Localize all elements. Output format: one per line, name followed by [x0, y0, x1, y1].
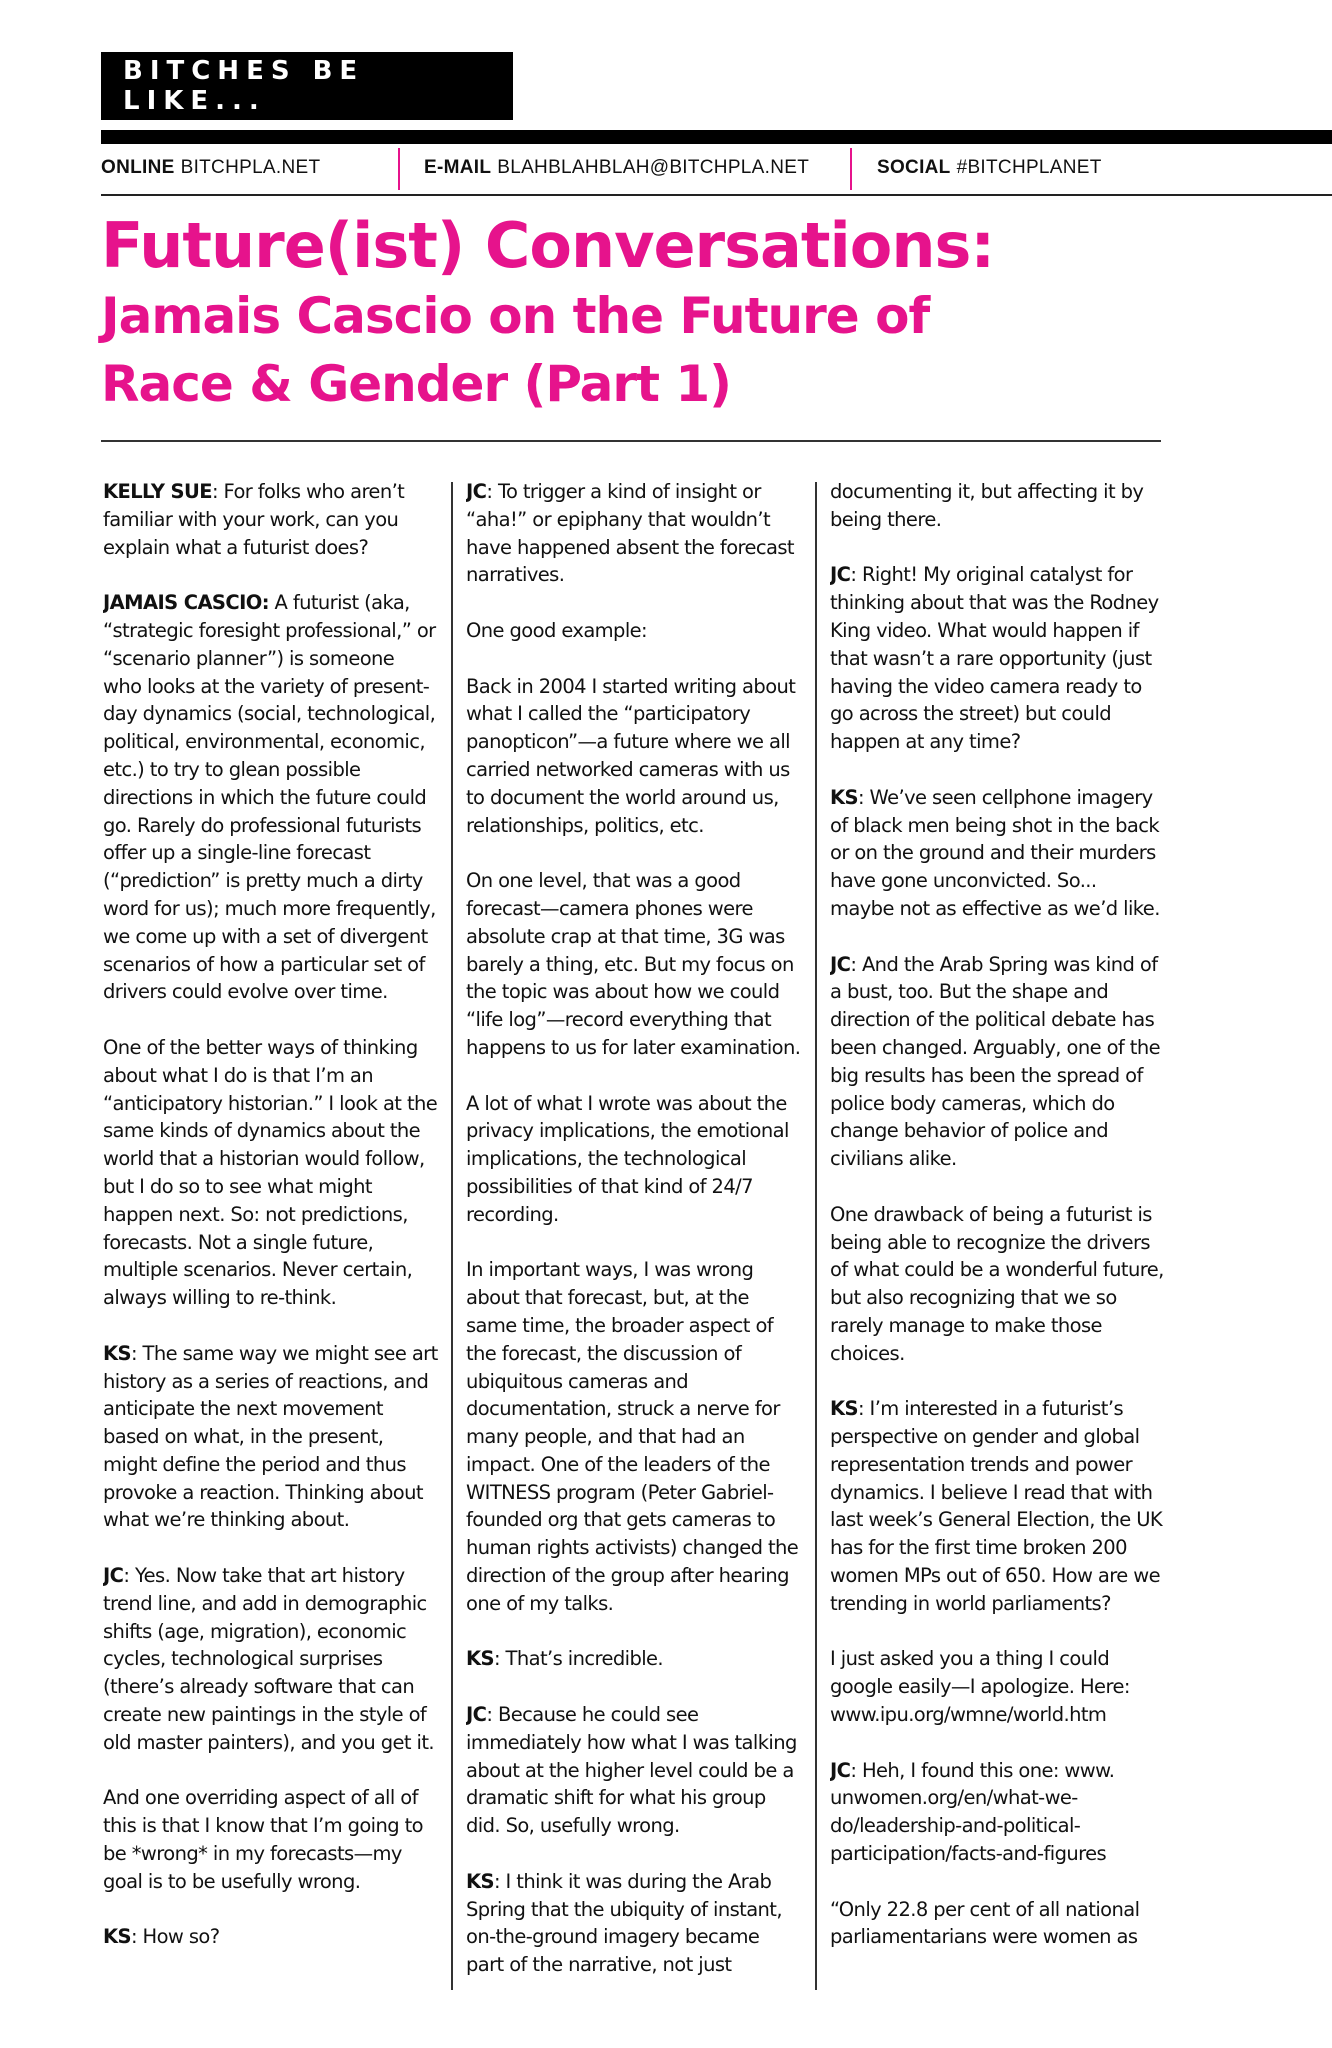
speaker-label: KS — [466, 1647, 494, 1671]
speaker-label: KS — [466, 1869, 494, 1893]
article-paragraph — [830, 1395, 1165, 1617]
email-link[interactable]: BLAHBLAHBLAH@BITCHPLA.NET — [497, 157, 810, 178]
speaker-label: JC — [830, 952, 851, 976]
paragraph-text: Back in 2004 I started writing about what I called the “participatory panopticon”—a future where we all carried networked cameras with us to document the world around us, relationships, politics, etc. — [466, 674, 796, 837]
speaker-label: KS — [103, 1341, 131, 1365]
article-paragraph — [466, 617, 801, 645]
email-label: E-MAIL — [424, 157, 492, 178]
paragraph-text: : Right! My original catalyst for thinking about that was the Rodney King video. What would happen if that wasn’t a rare opportunity (just having the video camera ready to go across the street) but could happen at any time? — [830, 563, 1159, 754]
paragraph-text: : Yes. Now take that art history trend line, and add in demographic shifts (age, migration), economic cycles, technological surprises (there’s already software that can create new paintings in the style of old master painters), and you get it. — [103, 1564, 435, 1754]
article-paragraph — [830, 951, 1165, 1173]
online-label: ONLINE — [101, 157, 175, 178]
article-paragraph — [830, 1201, 1165, 1368]
article-column-3 — [830, 478, 1165, 2008]
article-paragraph — [466, 1868, 801, 1979]
speaker-label: JC — [466, 1703, 487, 1727]
speaker-label: KS — [103, 1925, 131, 1949]
paragraph-text: : For folks who aren’t familiar with your work, can you explain what a futurist does? — [103, 480, 405, 559]
article-paragraph — [830, 1896, 1165, 1952]
article-paragraph — [830, 784, 1165, 923]
social-label: SOCIAL — [877, 157, 951, 178]
paragraph-text: : Because he could see immediately how what I was talking about at the higher level could be a dramatic shift for what his group did. So, usefully wrong. — [466, 1703, 797, 1838]
title-line-3: Race & Gender (Part 1) — [101, 355, 732, 413]
contact-email — [424, 148, 809, 188]
title-line-2: Jamais Cascio on the Future of — [101, 287, 930, 345]
article-paragraph — [103, 1340, 438, 1535]
paragraph-text: : To trigger a kind of insight or “aha!” or epiphany that wouldn’t have happened absent the forecast narratives. — [466, 480, 794, 587]
section-badge — [101, 52, 513, 120]
contact-divider — [850, 148, 852, 190]
paragraph-text: : How so? — [130, 1925, 220, 1949]
header-rule-thick — [101, 130, 1332, 144]
article-paragraph — [103, 1034, 438, 1312]
paragraph-text: : And the Arab Spring was kind of a bust, too. But the shape and direction of the political debate has been changed. Arguably, one of the big results has been the spread of police body cameras, which do change behavior of police and civilians alike. — [830, 952, 1160, 1171]
paragraph-text: “Only 22.8 per cent of all national parliamentarians were women as — [830, 1897, 1140, 1949]
article-paragraph — [103, 1784, 438, 1895]
social-link[interactable]: #BITCHPLANET — [956, 157, 1102, 178]
article-paragraph — [830, 561, 1165, 756]
paragraph-text: A lot of what I wrote was about the privacy implications, the emotional implications, the technological possibilities of that kind of 24/7 recording. — [466, 1091, 789, 1226]
speaker-label: JC — [103, 1564, 124, 1588]
section-badge-label: BITCHES BE LIKE... — [123, 56, 365, 116]
speaker-label: KS — [830, 1397, 858, 1421]
paragraph-text: One drawback of being a futurist is being able to recognize the drivers of what could be a wonderful future, but also recognizing that we so rarely manage to make those choices. — [830, 1202, 1164, 1365]
speaker-label: JC — [466, 480, 487, 503]
speaker-label: KS — [830, 785, 858, 809]
paragraph-text: : I’m interested in a futurist’s perspective on gender and global representation trends and power dynamics. I believe I read that with last week’s General Election, the UK has for the first time broken 200 women MPs out of 650. How are we trending in world parliaments? — [830, 1397, 1163, 1615]
article-paragraph — [830, 1645, 1165, 1728]
paragraph-text: I just asked you a thing I could google easily—I apologize. Here: www.ipu.org/wmne/world.htm — [830, 1647, 1130, 1727]
article-column-2 — [466, 478, 801, 2008]
article-paragraph — [466, 1256, 801, 1617]
paragraph-text: One of the better ways of thinking about what I do is that I’m an “anticipatory historian.” I look at the same kinds of dynamics about the world that a historian would follow, but I do so to see what might happen next. So: not predictions, forecasts. Not a single future, multiple scenarios. Never certain, always willing to re-think. — [103, 1035, 438, 1310]
paragraph-text: And one overriding aspect of all of this is that I know that I’m going to be *wrong* in my forecasts—my goal is to be usefully wrong. — [103, 1786, 424, 1893]
contact-divider — [398, 148, 400, 190]
article-paragraph — [830, 1757, 1165, 1868]
paragraph-text: : I think it was during the Arab Spring that the ubiquity of instant, on-the-ground imagery became part of the narrative, not just — [466, 1869, 782, 1977]
column-divider — [451, 482, 453, 1990]
article-paragraph — [466, 867, 801, 1062]
paragraph-text: : That’s incredible. — [493, 1647, 664, 1671]
article-paragraph — [466, 1090, 801, 1229]
header-rule-thin — [101, 194, 1332, 196]
speaker-label: JAMAIS CASCIO: — [103, 591, 269, 615]
article-title — [101, 210, 1161, 418]
paragraph-text: : We’ve seen cellphone imagery of black men being shot in the back or on the ground and their murders have gone unconvicted. So... maybe not as effective as we’d like. — [830, 785, 1160, 920]
title-rule — [101, 440, 1161, 442]
paragraph-text: A futurist (aka, “strategic foresight professional,” or “scenario planner”) is someone who looks at the variety of present-day dynamics (social, technological, political, environmental, economic, etc.) to try to glean possible directions in which the future could go. Rarely do professional futurists offer up a single-line forecast (“prediction” is pretty much a dirty word for us); much more frequently, we come up with a set of divergent scenarios of how a particular set of drivers could evolve over time. — [103, 591, 436, 1004]
online-link[interactable]: BITCHPLA.NET — [180, 157, 321, 178]
paragraph-text: documenting it, but affecting it by being there. — [830, 480, 1144, 531]
column-divider — [815, 482, 817, 1990]
contact-social — [877, 148, 1102, 188]
contact-online — [101, 148, 320, 188]
paragraph-text: : Heh, I found this one: www. unwomen.org/en/what-we-do/leadership-and-political-participation/facts-and-figures — [830, 1758, 1115, 1866]
speaker-label: JC — [830, 1758, 851, 1782]
article-column-1 — [103, 478, 438, 2008]
article-paragraph — [466, 478, 801, 589]
speaker-label: KELLY SUE — [103, 480, 212, 503]
article-paragraph — [466, 1701, 801, 1840]
paragraph-text: In important ways, I was wrong about that forecast, but, at the same time, the broader aspect of the forecast, the discussion of ubiquitous cameras and documentation, struck a nerve for many people, and that had an impact. One of the leaders of the WITNESS program (Peter Gabriel-founded org that gets cameras to human rights activists) changed the direction of the group after hearing one of my talks. — [466, 1258, 799, 1615]
article-paragraph — [466, 673, 801, 840]
paragraph-text: On one level, that was a good forecast—camera phones were absolute crap at that time, 3G was barely a thing, etc. But my focus on the topic was about how we could “life log”—record everything that happens to us for later examination. — [466, 869, 801, 1059]
article-paragraph — [466, 1645, 801, 1673]
article-paragraph — [103, 1562, 438, 1757]
speaker-label: JC — [830, 563, 851, 587]
article-paragraph — [103, 478, 438, 561]
article-paragraph — [103, 589, 438, 1006]
paragraph-text: One good example: — [466, 618, 648, 642]
article-paragraph — [830, 478, 1165, 534]
paragraph-text: : The same way we might see art history as a series of reactions, and anticipate the next movement based on what, in the present, might define the period and thus provoke a reaction. Thinking about what we’re thinking about. — [103, 1341, 438, 1532]
article-paragraph — [103, 1923, 438, 1951]
title-line-1: Future(ist) Conversations: — [101, 209, 995, 282]
